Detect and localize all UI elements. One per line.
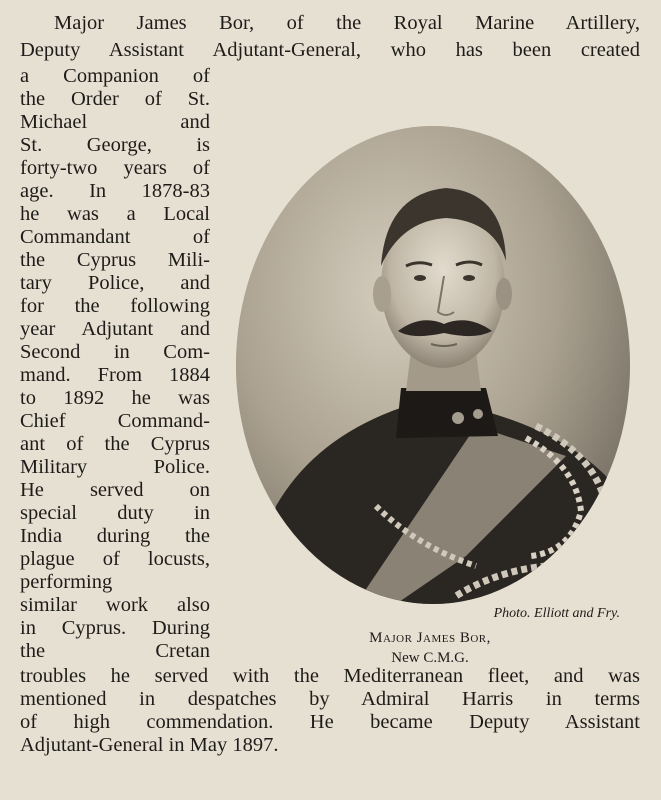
article-line-wrap-16: Chief Command-	[20, 410, 210, 432]
article-line-bottom-4: Adjutant-General in May 1897.	[20, 734, 279, 756]
photo-credit: Photo. Elliott and Fry.	[493, 606, 620, 621]
article-line-wrap-6: age. In 1878-83	[20, 180, 210, 202]
article-line-wrap-7: he was a Local	[20, 203, 210, 225]
article-line-wrap-5: forty-two years of	[20, 157, 210, 179]
portrait-illustration	[236, 126, 630, 604]
article-line-wrap-1: a Companion of	[20, 65, 210, 87]
article-line-wrap-4: St. George, is	[20, 134, 210, 156]
article-line-wrap-11: for the following	[20, 295, 210, 317]
article-line-bottom-3: of high commendation. He became Deputy Assistant	[20, 711, 640, 733]
article-line-wrap-12: year Adjutant and	[20, 318, 210, 340]
article-line-wrap-22: plague of locusts,	[20, 548, 210, 570]
caption-subtitle: New C.M.G.	[391, 650, 469, 666]
article-line-wrap-26: the Cretan	[20, 640, 210, 662]
article-line-wrap-19: He served on	[20, 479, 210, 501]
article-line-wrap-10: tary Police, and	[20, 272, 210, 294]
article-line-wrap-9: the Cyprus Mili-	[20, 249, 210, 271]
article-line-wrap-23: performing	[20, 571, 113, 593]
article-line-wrap-14: mand. From 1884	[20, 364, 210, 386]
article-line-wrap-3: Michael and	[20, 111, 210, 133]
caption-name: Major James Bor,	[369, 630, 491, 646]
article-line-wrap-13: Second in Com-	[20, 341, 210, 363]
portrait-photo	[236, 126, 630, 604]
article-line-wrap-18: Military Police.	[20, 456, 210, 478]
article-line-bottom-2: mentioned in despatches by Admiral Harris in terms	[20, 688, 640, 710]
article-line-top-2: Deputy Assistant Adjutant-General, who has been created	[20, 39, 640, 61]
article-line-wrap-25: in Cyprus. During	[20, 617, 210, 639]
article-line-bottom-1: troubles he served with the Mediterranean fleet, and was	[20, 665, 640, 687]
article-line-top-1: Major James Bor, of the Royal Marine Artillery,	[54, 12, 640, 34]
article-line-wrap-21: India during the	[20, 525, 210, 547]
article-line-wrap-8: Commandant of	[20, 226, 210, 248]
article-line-wrap-15: to 1892 he was	[20, 387, 210, 409]
article-line-wrap-2: the Order of St.	[20, 88, 210, 110]
article-line-wrap-20: special duty in	[20, 502, 210, 524]
article-line-wrap-17: ant of the Cyprus	[20, 433, 210, 455]
article-line-wrap-24: similar work also	[20, 594, 210, 616]
